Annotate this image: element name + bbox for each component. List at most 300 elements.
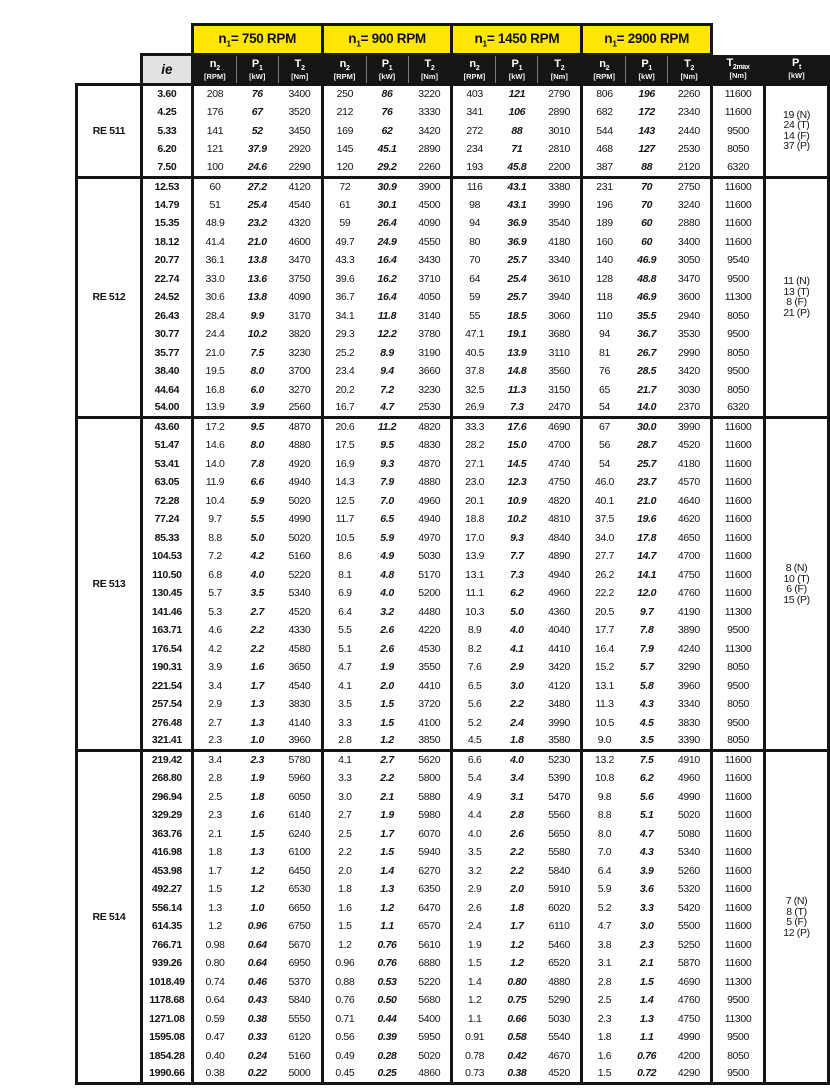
t2-cell: 4570 — [668, 473, 712, 492]
t2-cell: 4530 — [408, 640, 452, 659]
n2-cell: 387 — [582, 159, 626, 178]
t2-cell: 4190 — [668, 603, 712, 622]
p1-cell: 70 — [626, 196, 668, 215]
n2-cell: 5.3 — [192, 603, 236, 622]
t2-cell: 4880 — [538, 973, 582, 992]
t2-cell: 4760 — [668, 991, 712, 1010]
p1-header-900: $P_1$ [kW] — [366, 55, 408, 85]
n2-cell: 13.2 — [582, 751, 626, 770]
ie-cell: 85.33 — [141, 529, 192, 548]
n2-cell: 0.49 — [322, 1047, 366, 1066]
t2-cell: 3940 — [538, 288, 582, 307]
p1-cell: 0.24 — [236, 1047, 278, 1066]
t2-cell: 4050 — [408, 288, 452, 307]
t2-cell: 6950 — [278, 954, 322, 973]
n2-cell: 0.73 — [452, 1065, 496, 1084]
n2-cell: 806 — [582, 85, 626, 104]
t2-cell: 2940 — [668, 307, 712, 326]
group-RE-511 — [77, 85, 829, 178]
ie-cell: 296.94 — [141, 788, 192, 807]
n2-cell: 0.74 — [192, 973, 236, 992]
t2-cell: 4200 — [668, 1047, 712, 1066]
t2-cell: 2920 — [278, 140, 322, 159]
p1-cell: 4.3 — [626, 695, 668, 714]
p1-cell: 29.2 — [366, 159, 408, 178]
n2-cell: 2.8 — [322, 732, 366, 751]
speed-header-1450 — [452, 25, 582, 55]
n2-cell: 28.2 — [452, 436, 496, 455]
t2-cell: 3450 — [278, 122, 322, 141]
p1-cell: 19.6 — [626, 510, 668, 529]
t2-cell: 3540 — [538, 214, 582, 233]
p1-cell: 46.9 — [626, 288, 668, 307]
model-label: RE 511 — [77, 85, 142, 178]
ie-cell: 1271.08 — [141, 1010, 192, 1029]
t2-cell: 3700 — [278, 362, 322, 381]
p1-cell: 1.5 — [626, 973, 668, 992]
t2-cell: 3560 — [538, 362, 582, 381]
speed-unit: RPM — [393, 30, 426, 46]
t2-cell: 3230 — [408, 381, 452, 400]
t2max-cell: 11300 — [712, 640, 765, 659]
spec-row — [77, 140, 829, 159]
p1-cell: 1.7 — [496, 917, 538, 936]
t2-cell: 3900 — [408, 177, 452, 196]
ie-cell: 219.42 — [141, 751, 192, 770]
spec-row — [77, 769, 829, 788]
t2-cell: 3960 — [278, 732, 322, 751]
n2-cell: 11.3 — [582, 695, 626, 714]
t2-cell: 2890 — [408, 140, 452, 159]
ie-cell: 766.71 — [141, 936, 192, 955]
t2max-cell: 11300 — [712, 973, 765, 992]
p1-cell: 9.9 — [236, 307, 278, 326]
t2max-cell: 9500 — [712, 991, 765, 1010]
p1-cell: 21.0 — [626, 492, 668, 511]
p1-cell: 1.9 — [236, 769, 278, 788]
t2-cell: 4940 — [538, 566, 582, 585]
p1-cell: 3.5 — [626, 732, 668, 751]
spec-row — [77, 880, 829, 899]
spec-row — [77, 214, 829, 233]
ie-cell: 20.77 — [141, 251, 192, 270]
p1-cell: 0.38 — [496, 1065, 538, 1084]
n2-cell: 100 — [192, 159, 236, 178]
p1-cell: 21.7 — [626, 381, 668, 400]
n2-cell: 49.7 — [322, 233, 366, 252]
p1-cell: 0.22 — [236, 1065, 278, 1084]
p1-header-750: $P_1$ [kW] — [236, 55, 278, 85]
n2-cell: 14.6 — [192, 436, 236, 455]
t2-cell: 5980 — [408, 806, 452, 825]
n2-cell: 10.8 — [582, 769, 626, 788]
pt-line: 15 (P) — [783, 593, 810, 606]
n2-cell: 36.7 — [322, 288, 366, 307]
p1-cell: 43.1 — [496, 196, 538, 215]
p1-cell: 0.46 — [236, 973, 278, 992]
t2-cell: 5560 — [538, 806, 582, 825]
t2-cell: 2890 — [538, 103, 582, 122]
t2-cell: 6750 — [278, 917, 322, 936]
n2-cell: 0.64 — [192, 991, 236, 1010]
t2-cell: 5080 — [668, 825, 712, 844]
p1-cell: 143 — [626, 122, 668, 141]
t2-cell: 4700 — [668, 547, 712, 566]
ie-cell: 12.53 — [141, 177, 192, 196]
t2-cell: 4990 — [278, 510, 322, 529]
pt-cell — [765, 418, 829, 751]
p1-cell: 2.8 — [496, 806, 538, 825]
p1-cell: 37.9 — [236, 140, 278, 159]
t2-cell: 5160 — [278, 547, 322, 566]
p1-cell: 2.7 — [366, 751, 408, 770]
t2-cell: 2260 — [668, 85, 712, 104]
n2-cell: 34.1 — [322, 307, 366, 326]
t2-cell: 3340 — [538, 251, 582, 270]
spec-row — [77, 788, 829, 807]
p1-cell: 60 — [626, 233, 668, 252]
t2-cell: 5550 — [278, 1010, 322, 1029]
t2max-cell: 9540 — [712, 251, 765, 270]
p1-cell: 43.1 — [496, 177, 538, 196]
t2-cell: 2750 — [668, 177, 712, 196]
ie-cell: 1178.68 — [141, 991, 192, 1010]
p1-cell: 3.5 — [236, 584, 278, 603]
n2-cell: 4.7 — [582, 917, 626, 936]
p1-cell: 2.3 — [236, 751, 278, 770]
n2-cell: 55 — [452, 307, 496, 326]
t2max-cell: 11600 — [712, 566, 765, 585]
ie-cell: 4.25 — [141, 103, 192, 122]
t2max-cell: 8050 — [712, 695, 765, 714]
p1-cell: 8.0 — [236, 436, 278, 455]
n2-cell: 76 — [582, 362, 626, 381]
t2max-cell: 9500 — [712, 714, 765, 733]
n2-cell: 36.1 — [192, 251, 236, 270]
t2-cell: 4180 — [538, 233, 582, 252]
ie-cell: 453.98 — [141, 862, 192, 881]
n2-cell: 13.9 — [452, 547, 496, 566]
n2-cell: 0.98 — [192, 936, 236, 955]
n2-header-900: $n_2$ [RPM] — [322, 55, 366, 85]
p1-cell: 4.9 — [366, 547, 408, 566]
t2-cell: 4760 — [668, 584, 712, 603]
p1-cell: 3.3 — [626, 899, 668, 918]
t2-cell: 3580 — [538, 732, 582, 751]
n2-cell: 94 — [582, 325, 626, 344]
t2-cell: 5780 — [278, 751, 322, 770]
t2-cell: 2200 — [538, 159, 582, 178]
ie-cell: 38.40 — [141, 362, 192, 381]
n2-cell: 121 — [192, 140, 236, 159]
t2max-cell: 11600 — [712, 751, 765, 770]
spec-row — [77, 399, 829, 418]
p1-cell: 11.3 — [496, 381, 538, 400]
n2-cell: 1.5 — [192, 880, 236, 899]
t2max-cell: 11600 — [712, 954, 765, 973]
speed-equals: = — [230, 30, 242, 46]
p1-cell: 0.64 — [236, 954, 278, 973]
n2-cell: 16.7 — [322, 399, 366, 418]
spec-row — [77, 566, 829, 585]
n2-cell: 1.2 — [322, 936, 366, 955]
spec-row — [77, 251, 829, 270]
t2-cell: 3680 — [538, 325, 582, 344]
p1-cell: 30.0 — [626, 418, 668, 437]
t2-cell: 4240 — [668, 640, 712, 659]
n2-cell: 61 — [322, 196, 366, 215]
spec-row — [77, 973, 829, 992]
t2-cell: 5170 — [408, 566, 452, 585]
speed-subscript: 1 — [612, 38, 617, 49]
t2-cell: 2120 — [668, 159, 712, 178]
p1-cell: 1.8 — [496, 732, 538, 751]
p1-cell: 2.6 — [366, 621, 408, 640]
pt-line: 12 (P) — [783, 926, 810, 939]
t2-cell: 5020 — [278, 529, 322, 548]
n2-cell: 272 — [452, 122, 496, 141]
p1-cell: 9.4 — [366, 362, 408, 381]
t2-cell: 5670 — [278, 936, 322, 955]
ie-cell: 363.76 — [141, 825, 192, 844]
p1-cell: 8.0 — [236, 362, 278, 381]
t2-cell: 5220 — [278, 566, 322, 585]
p1-cell: 7.3 — [496, 566, 538, 585]
t2-cell: 4910 — [668, 751, 712, 770]
t2-cell: 4890 — [538, 547, 582, 566]
n2-cell: 46.0 — [582, 473, 626, 492]
p1-cell: 5.0 — [496, 603, 538, 622]
spec-row — [77, 1047, 829, 1066]
pt-cell — [765, 751, 829, 1084]
n2-cell: 196 — [582, 196, 626, 215]
p1-cell: 1.2 — [366, 732, 408, 751]
t2-cell: 2990 — [668, 344, 712, 363]
t2-cell: 3380 — [538, 177, 582, 196]
p1-cell: 1.4 — [626, 991, 668, 1010]
ie-cell: 130.45 — [141, 584, 192, 603]
n2-cell: 54 — [582, 399, 626, 418]
t2-cell: 3010 — [538, 122, 582, 141]
n2-cell: 1.8 — [322, 880, 366, 899]
n2-cell: 2.9 — [452, 880, 496, 899]
n2-cell: 59 — [452, 288, 496, 307]
group-RE-514 — [77, 751, 829, 1084]
n2-cell: 5.9 — [582, 880, 626, 899]
p1-cell: 1.5 — [366, 695, 408, 714]
p1-cell: 23.2 — [236, 214, 278, 233]
n2-cell: 6.8 — [192, 566, 236, 585]
p1-cell: 0.50 — [366, 991, 408, 1010]
n2-cell: 3.1 — [582, 954, 626, 973]
p1-cell: 9.3 — [366, 455, 408, 474]
p1-cell: 7.8 — [626, 621, 668, 640]
t2-cell: 4580 — [278, 640, 322, 659]
p1-cell: 16.2 — [366, 270, 408, 289]
n2-cell: 81 — [582, 344, 626, 363]
n2-cell: 94 — [452, 214, 496, 233]
t2-cell: 4090 — [278, 288, 322, 307]
t2-cell: 4640 — [668, 492, 712, 511]
t2-cell: 4810 — [538, 510, 582, 529]
n2-cell: 20.1 — [452, 492, 496, 511]
p1-cell: 24.6 — [236, 159, 278, 178]
n2-cell: 3.0 — [322, 788, 366, 807]
p1-cell: 1.1 — [626, 1028, 668, 1047]
t2-cell: 4960 — [538, 584, 582, 603]
pt-line: 19 (N) — [782, 108, 811, 121]
t2max-cell: 9500 — [712, 325, 765, 344]
t2-cell: 6240 — [278, 825, 322, 844]
p1-cell: 7.5 — [626, 751, 668, 770]
n2-cell: 14.0 — [192, 455, 236, 474]
n2-cell: 10.5 — [582, 714, 626, 733]
n2-cell: 16.4 — [582, 640, 626, 659]
n2-cell: 22.2 — [582, 584, 626, 603]
p1-cell: 0.75 — [496, 991, 538, 1010]
ie-cell: 141.46 — [141, 603, 192, 622]
p1-cell: 2.0 — [366, 677, 408, 696]
spec-row — [77, 510, 829, 529]
n2-cell: 2.2 — [322, 843, 366, 862]
t2max-cell: 11600 — [712, 103, 765, 122]
n2-cell: 0.56 — [322, 1028, 366, 1047]
t2-cell: 3190 — [408, 344, 452, 363]
n2-cell: 56 — [582, 436, 626, 455]
n2-cell: 118 — [582, 288, 626, 307]
ie-cell: 276.48 — [141, 714, 192, 733]
n2-cell: 0.78 — [452, 1047, 496, 1066]
p1-cell: 4.7 — [366, 399, 408, 418]
p1-cell: 3.1 — [496, 788, 538, 807]
spec-row — [77, 177, 829, 196]
p1-cell: 1.2 — [496, 936, 538, 955]
p1-cell: 1.3 — [236, 714, 278, 733]
t2-cell: 3400 — [668, 233, 712, 252]
ie-cell: 1990.66 — [141, 1065, 192, 1084]
p1-cell: 76 — [236, 85, 278, 104]
t2max-cell: 11600 — [712, 436, 765, 455]
t2-cell: 4140 — [278, 714, 322, 733]
p1-cell: 0.25 — [366, 1065, 408, 1084]
n2-cell: 145 — [322, 140, 366, 159]
spec-row — [77, 325, 829, 344]
spec-row — [77, 862, 829, 881]
n2-cell: 2.4 — [452, 917, 496, 936]
n2-cell: 18.8 — [452, 510, 496, 529]
t2-cell: 6520 — [538, 954, 582, 973]
gearbox-spec-table — [75, 23, 830, 1085]
t2-cell: 2340 — [668, 103, 712, 122]
t2max-cell: 11600 — [712, 196, 765, 215]
t2-cell: 3710 — [408, 270, 452, 289]
t2-cell: 3330 — [408, 103, 452, 122]
n2-cell: 1.5 — [322, 917, 366, 936]
ie-cell: 7.50 — [141, 159, 192, 178]
n2-cell: 41.4 — [192, 233, 236, 252]
ie-cell: 221.54 — [141, 677, 192, 696]
t2-cell: 2370 — [668, 399, 712, 418]
p1-cell: 14.1 — [626, 566, 668, 585]
t2-cell: 3650 — [278, 658, 322, 677]
p1-cell: 4.0 — [366, 584, 408, 603]
t2max-cell: 9500 — [712, 1065, 765, 1084]
t2max-cell: 8050 — [712, 307, 765, 326]
p1-cell: 1.7 — [236, 677, 278, 696]
p1-cell: 9.5 — [236, 418, 278, 437]
p1-cell: 0.76 — [626, 1047, 668, 1066]
speed-header-750 — [192, 25, 322, 55]
spec-row — [77, 640, 829, 659]
speed-header-2900 — [582, 25, 712, 55]
p1-cell: 25.7 — [496, 288, 538, 307]
t2-cell: 3140 — [408, 307, 452, 326]
n2-cell: 7.2 — [192, 547, 236, 566]
t2-cell: 2880 — [668, 214, 712, 233]
group-RE-513 — [77, 418, 829, 751]
t2max-cell: 11600 — [712, 214, 765, 233]
p1-cell: 3.4 — [496, 769, 538, 788]
spec-row — [77, 103, 829, 122]
t2-cell: 3060 — [538, 307, 582, 326]
t2-cell: 4600 — [278, 233, 322, 252]
spec-row — [77, 492, 829, 511]
t2-cell: 4990 — [668, 788, 712, 807]
pt-line: 13 (T) — [783, 285, 810, 298]
t2max-cell: 9500 — [712, 621, 765, 640]
t2-cell: 4120 — [278, 177, 322, 196]
n2-cell: 0.88 — [322, 973, 366, 992]
t2-cell: 4960 — [408, 492, 452, 511]
p1-cell: 1.3 — [236, 843, 278, 862]
column-header-row — [77, 55, 829, 85]
n2-cell: 5.7 — [192, 584, 236, 603]
n2-cell: 4.0 — [452, 825, 496, 844]
p1-cell: 0.64 — [236, 936, 278, 955]
n2-cell: 3.5 — [452, 843, 496, 862]
ie-cell: 53.41 — [141, 455, 192, 474]
p1-cell: 71 — [496, 140, 538, 159]
ie-cell: 26.43 — [141, 307, 192, 326]
n2-cell: 20.5 — [582, 603, 626, 622]
t2-cell: 3990 — [668, 418, 712, 437]
n2-cell: 40.5 — [452, 344, 496, 363]
n2-cell: 682 — [582, 103, 626, 122]
n2-cell: 110 — [582, 307, 626, 326]
t2-cell: 4100 — [408, 714, 452, 733]
spec-row — [77, 917, 829, 936]
n2-cell: 28.4 — [192, 307, 236, 326]
ie-cell: 1854.28 — [141, 1047, 192, 1066]
p1-cell: 0.39 — [366, 1028, 408, 1047]
p1-cell: 24.9 — [366, 233, 408, 252]
p1-cell: 3.6 — [626, 880, 668, 899]
n2-cell: 39.6 — [322, 270, 366, 289]
n2-cell: 2.9 — [192, 695, 236, 714]
t2max-cell: 9500 — [712, 1028, 765, 1047]
t2max-cell: 11600 — [712, 788, 765, 807]
t2-cell: 5020 — [278, 492, 322, 511]
p1-cell: 4.1 — [496, 640, 538, 659]
t2-cell: 4670 — [538, 1047, 582, 1066]
pt-line: 10 (T) — [783, 572, 810, 585]
p1-cell: 10.2 — [236, 325, 278, 344]
n2-cell: 65 — [582, 381, 626, 400]
t2max-cell: 6320 — [712, 399, 765, 418]
t2-cell: 3220 — [408, 85, 452, 104]
n2-cell: 20.6 — [322, 418, 366, 437]
spec-row — [77, 584, 829, 603]
